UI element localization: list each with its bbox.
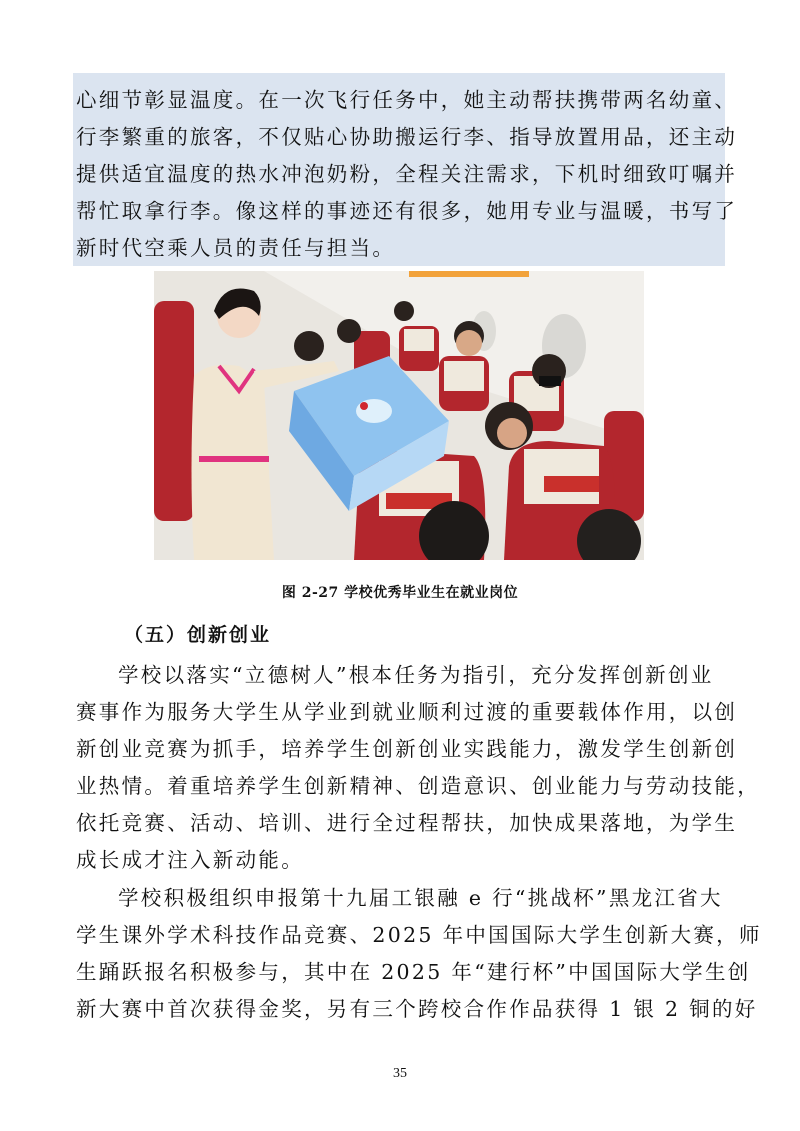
paragraph-line: 学校以落实“立德树人”根本任务为指引，充分发挥创新创业: [118, 663, 714, 687]
figure-caption: 图 2-27 学校优秀毕业生在就业岗位: [281, 585, 519, 601]
paragraph-line: 新时代空乘人员的责任与担当。: [76, 236, 396, 260]
section-heading: （五）创新创业: [124, 624, 272, 646]
paragraph-line: 成长成才注入新动能。: [76, 848, 304, 872]
paragraph-line: 提供适宜温度的热水冲泡奶粉，全程关注需求，下机时细致叮嘱并: [76, 162, 738, 186]
paragraph-line: 生踊跃报名积极参与，其中在 2025 年“建行杯”中国国际大学生创: [76, 960, 751, 984]
paragraph-line: 依托竞赛、活动、培训、进行全过程帮扶，加快成果落地，为学生: [76, 811, 738, 835]
paragraph-line: 学校积极组织申报第十九届工银融 e 行“挑战杯”黑龙江省大: [118, 886, 723, 910]
paragraph-line: 业热情。着重培养学生创新精神、创造意识、创业能力与劳动技能，: [76, 774, 760, 798]
paragraph-line: 心细节彰显温度。在一次飞行任务中，她主动帮扶携带两名幼童、: [76, 88, 738, 112]
paragraph-line: 学生课外学术科技作品竞赛、2025 年中国国际大学生创新大赛，师: [76, 923, 762, 947]
paragraph-line: 帮忙取拿行李。像这样的事迹还有很多，她用专业与温暖，书写了: [76, 199, 738, 223]
page-number: 35: [393, 1066, 407, 1081]
cabin-photo-illustration: [154, 271, 644, 560]
paragraph-line: 行李繁重的旅客，不仅贴心协助搬运行李、指导放置用品，还主动: [76, 125, 738, 149]
paragraph-line: 新创业竞赛为抓手，培养学生创新创业实践能力，激发学生创新创: [76, 737, 738, 761]
paragraph-line: 赛事作为服务大学生从学业到就业顺利过渡的重要载体作用，以创: [76, 700, 738, 724]
figure-photo: [154, 271, 644, 560]
paragraph-line: 新大赛中首次获得金奖，另有三个跨校合作作品获得 1 银 2 铜的好: [76, 997, 758, 1021]
